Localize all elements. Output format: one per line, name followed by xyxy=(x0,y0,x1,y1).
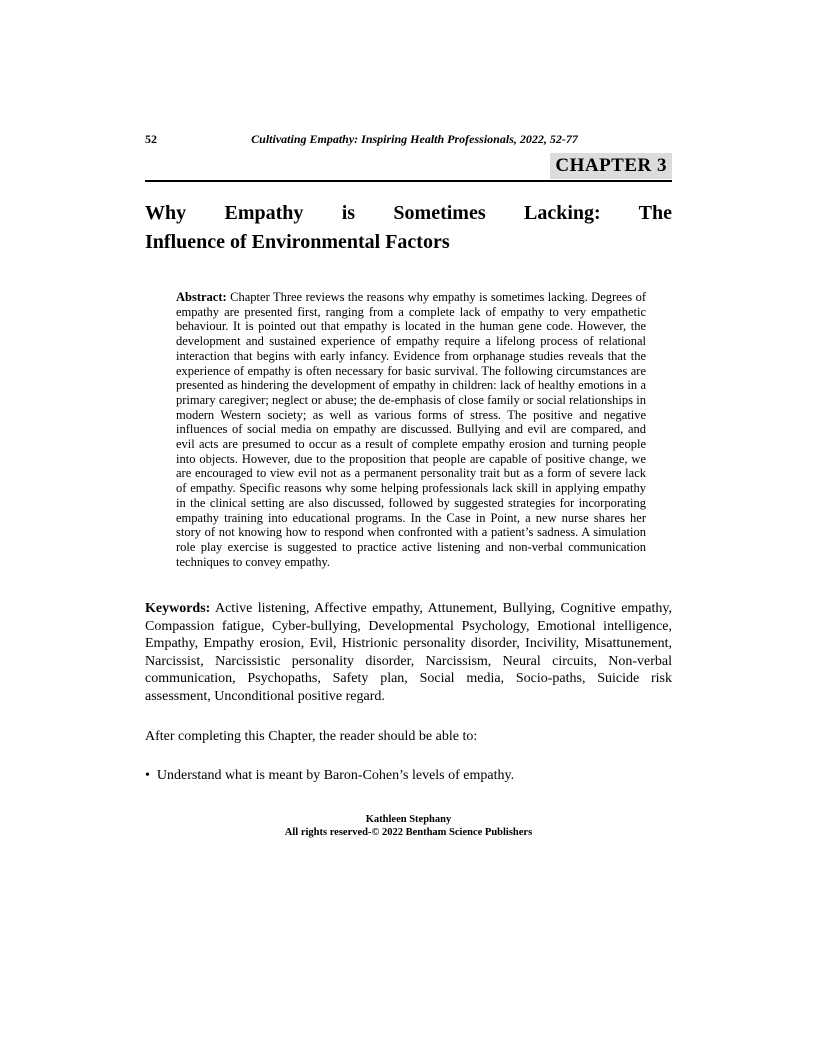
keywords-paragraph xyxy=(145,600,672,705)
chapter-label: CHAPTER 3 xyxy=(550,153,672,179)
keywords-label: Keywords: xyxy=(145,601,211,617)
keywords-text: Active listening, Affective empathy, Attunement, Bullying, Cognitive empathy, Compassion fatigue, Cyber-bullying, Developmental Psychology, Emotional intelligence, Empathy, Empathy erosion, Evil, Histrionic personality disorder, Incivility, Misattunement, Narcissist, Narcissistic personality disorder, Narcissism, Neural circuits, Non-verbal communication, Psychopaths, Safety plan, Social media, Socio-paths, Suicide risk assessment, Unconditional positive regard. xyxy=(145,601,672,704)
abstract-label: Abstract: xyxy=(176,290,227,304)
footer-author: Kathleen Stephany xyxy=(365,814,452,826)
running-head: Cultivating Empathy: Inspiring Health Professionals, 2022, 52-77 xyxy=(251,132,578,146)
chapter-title-line-1: Why Empathy is Sometimes Lacking: The xyxy=(145,202,672,224)
objectives-intro: After completing this Chapter, the reader should be able to: xyxy=(145,729,478,745)
chapter-title xyxy=(145,199,672,257)
list-item xyxy=(145,767,672,785)
publisher-footer xyxy=(145,814,672,839)
footer-rights: All rights reserved-© 2022 Bentham Science Publishers xyxy=(284,826,533,838)
chapter-heading-rule xyxy=(145,153,672,182)
objective-text: Understand what is meant by Baron-Cohen’s levels of empathy. xyxy=(156,767,515,783)
abstract-text: Chapter Three reviews the reasons why empathy is sometimes lacking. Degrees of empathy are presented first, ranging from a complete lack of empathy to very empathetic behaviour. It is pointed out that empathy is located in the human gene code. However, the development and sustained experience of empathy require a lifelong process of relational interaction that begins with early infancy. Evidence from orphanage studies reveals that the experience of empathy is often necessary for basic survival. The following circumstances are presented as hindering the development of empathy in children: lack of healthy emotions in a primary caregiver; neglect or abuse; the de-emphasis of close family or social relationships in modern Western society; as well as various forms of stress. The positive and negative influences of social media on empathy are discussed. Bullying and evil are compared, and evil acts are presumed to occur as a result of complete empathy erosion and turning people into objects. However, due to the proposition that people are capable of positive change, we are encouraged to view evil not as a permanent personality trait but as a form of severe lack of empathy. Specific reasons why some helping professionals lack skill in applying empathy in the clinical setting are also discussed, followed by suggested strategies for incorporating empathy training into educational programs. In the Case in Point, a new nurse shares her story of not knowing how to respond when confronted with a patient’s sadness. A simulation role play exercise is suggested to practice active listening and non-verbal communication techniques to convey empathy. xyxy=(176,290,646,569)
chapter-title-line-2: Influence of Environmental Factors xyxy=(145,231,450,253)
bullet-glyph: • xyxy=(145,767,150,783)
page-number: 52 xyxy=(145,132,157,146)
abstract-paragraph xyxy=(176,290,646,569)
running-head-row xyxy=(145,132,672,146)
